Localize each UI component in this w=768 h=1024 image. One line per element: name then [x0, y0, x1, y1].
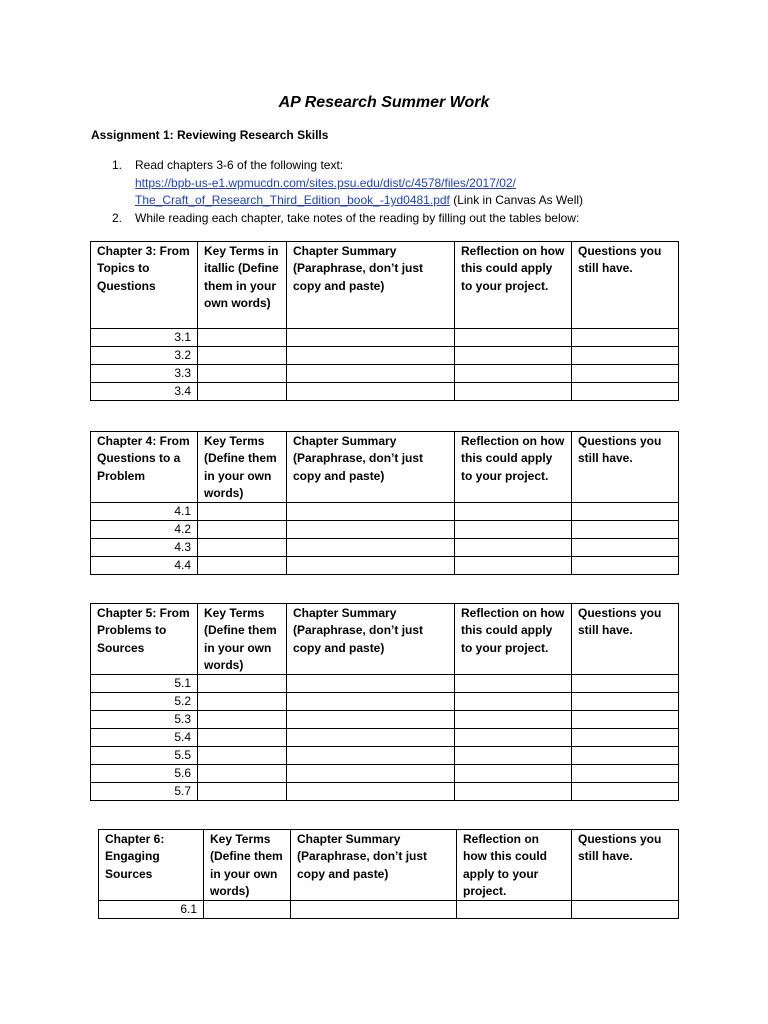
- section-number: 5.3: [91, 711, 198, 729]
- summary-cell[interactable]: [287, 539, 455, 557]
- reflection-cell[interactable]: [455, 765, 572, 783]
- key-terms-cell[interactable]: [198, 557, 287, 575]
- questions-cell[interactable]: [572, 503, 679, 521]
- questions-cell[interactable]: [572, 329, 679, 347]
- key-terms-cell[interactable]: [198, 329, 287, 347]
- summary-cell[interactable]: [287, 711, 455, 729]
- section-number: 4.3: [91, 539, 198, 557]
- header-chapter: Chapter 4: From Questions to a Problem: [91, 432, 198, 503]
- key-terms-cell[interactable]: [198, 383, 287, 401]
- questions-cell[interactable]: [572, 539, 679, 557]
- reflection-cell[interactable]: [455, 329, 572, 347]
- header-key-terms: Key Terms (Define them in your own words): [198, 432, 287, 503]
- reflection-cell[interactable]: [455, 365, 572, 383]
- header-summary: Chapter Summary (Paraphrase, don’t just copy and paste): [287, 242, 455, 329]
- table-row: [91, 347, 679, 365]
- summary-cell[interactable]: [287, 329, 455, 347]
- key-terms-cell[interactable]: [198, 521, 287, 539]
- header-summary: Chapter Summary (Paraphrase, don’t just copy and paste): [287, 604, 455, 675]
- table-row: [91, 693, 679, 711]
- summary-cell[interactable]: [287, 365, 455, 383]
- section-number: 4.1: [91, 503, 198, 521]
- instruction-number: 1.: [112, 158, 123, 172]
- reflection-cell[interactable]: [455, 711, 572, 729]
- table-row: [91, 729, 679, 747]
- section-number: 3.4: [91, 383, 198, 401]
- header-questions: Questions you still have.: [572, 830, 679, 901]
- header-questions: Questions you still have.: [572, 242, 679, 329]
- summary-cell[interactable]: [287, 383, 455, 401]
- link-note: (Link in Canvas As Well): [449, 193, 584, 207]
- reflection-cell[interactable]: [457, 901, 572, 919]
- summary-cell[interactable]: [287, 783, 455, 801]
- header-chapter: Chapter 6: Engaging Sources: [99, 830, 204, 901]
- assignment-heading: Assignment 1: Reviewing Research Skills: [91, 128, 329, 142]
- table-row: [91, 783, 679, 801]
- questions-cell[interactable]: [572, 729, 679, 747]
- section-number: 5.2: [91, 693, 198, 711]
- header-chapter: Chapter 5: From Problems to Sources: [91, 604, 198, 675]
- questions-cell[interactable]: [572, 693, 679, 711]
- reflection-cell[interactable]: [455, 557, 572, 575]
- header-summary: Chapter Summary (Paraphrase, don’t just copy and paste): [291, 830, 457, 901]
- table-row: [91, 675, 679, 693]
- section-number: 3.1: [91, 329, 198, 347]
- table-row: [91, 711, 679, 729]
- header-questions: Questions you still have.: [572, 432, 679, 503]
- reflection-cell[interactable]: [455, 503, 572, 521]
- summary-cell[interactable]: [287, 521, 455, 539]
- page-title: AP Research Summer Work: [278, 94, 490, 111]
- header-reflection: Reflection on how this could apply to your project.: [455, 604, 572, 675]
- summary-cell[interactable]: [287, 347, 455, 365]
- questions-cell[interactable]: [572, 901, 679, 919]
- reflection-cell[interactable]: [455, 521, 572, 539]
- section-number: 3.2: [91, 347, 198, 365]
- table-row: [91, 329, 679, 347]
- instruction-item-1: [112, 157, 655, 210]
- questions-cell[interactable]: [572, 675, 679, 693]
- key-terms-cell[interactable]: [198, 711, 287, 729]
- questions-cell[interactable]: [572, 347, 679, 365]
- questions-cell[interactable]: [572, 383, 679, 401]
- header-key-terms: Key Terms (Define them in your own words): [198, 604, 287, 675]
- summary-cell[interactable]: [287, 729, 455, 747]
- section-number: 5.5: [91, 747, 198, 765]
- questions-cell[interactable]: [572, 765, 679, 783]
- text-link-line-2[interactable]: The_Craft_of_Research_Third_Edition_book_-1yd0481.pdf: [135, 193, 450, 207]
- key-terms-cell[interactable]: [198, 347, 287, 365]
- chapter-5-table: [90, 603, 679, 801]
- chapter-6-table: [98, 829, 679, 919]
- table-row: [91, 383, 679, 401]
- summary-cell[interactable]: [287, 765, 455, 783]
- key-terms-cell[interactable]: [198, 729, 287, 747]
- section-number: 5.4: [91, 729, 198, 747]
- table-row: [91, 539, 679, 557]
- questions-cell[interactable]: [572, 365, 679, 383]
- table-row: [91, 503, 679, 521]
- questions-cell[interactable]: [572, 711, 679, 729]
- key-terms-cell[interactable]: [198, 675, 287, 693]
- summary-cell[interactable]: [287, 557, 455, 575]
- reflection-cell[interactable]: [455, 783, 572, 801]
- questions-cell[interactable]: [572, 747, 679, 765]
- instructions-list: [112, 157, 655, 227]
- chapter-4-table: [90, 431, 679, 575]
- questions-cell[interactable]: [572, 557, 679, 575]
- questions-cell[interactable]: [572, 521, 679, 539]
- key-terms-cell[interactable]: [198, 765, 287, 783]
- summary-cell[interactable]: [287, 675, 455, 693]
- section-number: 6.1: [99, 901, 204, 919]
- instruction-item-2: [112, 210, 655, 228]
- section-number: 3.3: [91, 365, 198, 383]
- section-number: 4.2: [91, 521, 198, 539]
- key-terms-cell[interactable]: [198, 783, 287, 801]
- header-reflection: Reflection on how this could apply to your project.: [457, 830, 572, 901]
- reflection-cell[interactable]: [455, 347, 572, 365]
- reflection-cell[interactable]: [455, 729, 572, 747]
- instruction-number: 2.: [112, 210, 123, 225]
- table-row: [91, 521, 679, 539]
- table-row: [91, 765, 679, 783]
- header-summary: Chapter Summary (Paraphrase, don’t just copy and paste): [287, 432, 455, 503]
- section-number: 4.4: [91, 557, 198, 575]
- reflection-cell[interactable]: [455, 747, 572, 765]
- header-chapter: Chapter 3: From Topics to Questions: [91, 242, 198, 329]
- reflection-cell[interactable]: [455, 675, 572, 693]
- summary-cell[interactable]: [287, 693, 455, 711]
- key-terms-cell[interactable]: [198, 693, 287, 711]
- reflection-cell[interactable]: [455, 383, 572, 401]
- key-terms-cell[interactable]: [198, 365, 287, 383]
- reflection-cell[interactable]: [455, 693, 572, 711]
- header-questions: Questions you still have.: [572, 604, 679, 675]
- key-terms-cell[interactable]: [198, 539, 287, 557]
- table-row: [91, 747, 679, 765]
- summary-cell[interactable]: [287, 747, 455, 765]
- section-number: 5.1: [91, 675, 198, 693]
- questions-cell[interactable]: [572, 783, 679, 801]
- table-row: [99, 901, 679, 919]
- header-key-terms: Key Terms in itallic (Define them in your own words): [198, 242, 287, 329]
- section-number: 5.6: [91, 765, 198, 783]
- key-terms-cell[interactable]: [204, 901, 291, 919]
- instruction-text: While reading each chapter, take notes of the reading by filling out the tables below:: [135, 210, 580, 225]
- key-terms-cell[interactable]: [198, 503, 287, 521]
- summary-cell[interactable]: [291, 901, 457, 919]
- text-link-line-1[interactable]: https://bpb-us-e1.wpmucdn.com/sites.psu.edu/dist/c/4578/files/2017/02/: [135, 175, 516, 190]
- table-row: [91, 557, 679, 575]
- chapter-3-table: [90, 241, 679, 401]
- section-number: 5.7: [91, 783, 198, 801]
- reflection-cell[interactable]: [455, 539, 572, 557]
- header-reflection: Reflection on how this could apply to your project.: [455, 242, 572, 329]
- table-row: [91, 365, 679, 383]
- header-key-terms: Key Terms (Define them in your own words): [204, 830, 291, 901]
- summary-cell[interactable]: [287, 503, 455, 521]
- instruction-text: Read chapters 3-6 of the following text:: [135, 158, 344, 172]
- header-reflection: Reflection on how this could apply to your project.: [455, 432, 572, 503]
- key-terms-cell[interactable]: [198, 747, 287, 765]
